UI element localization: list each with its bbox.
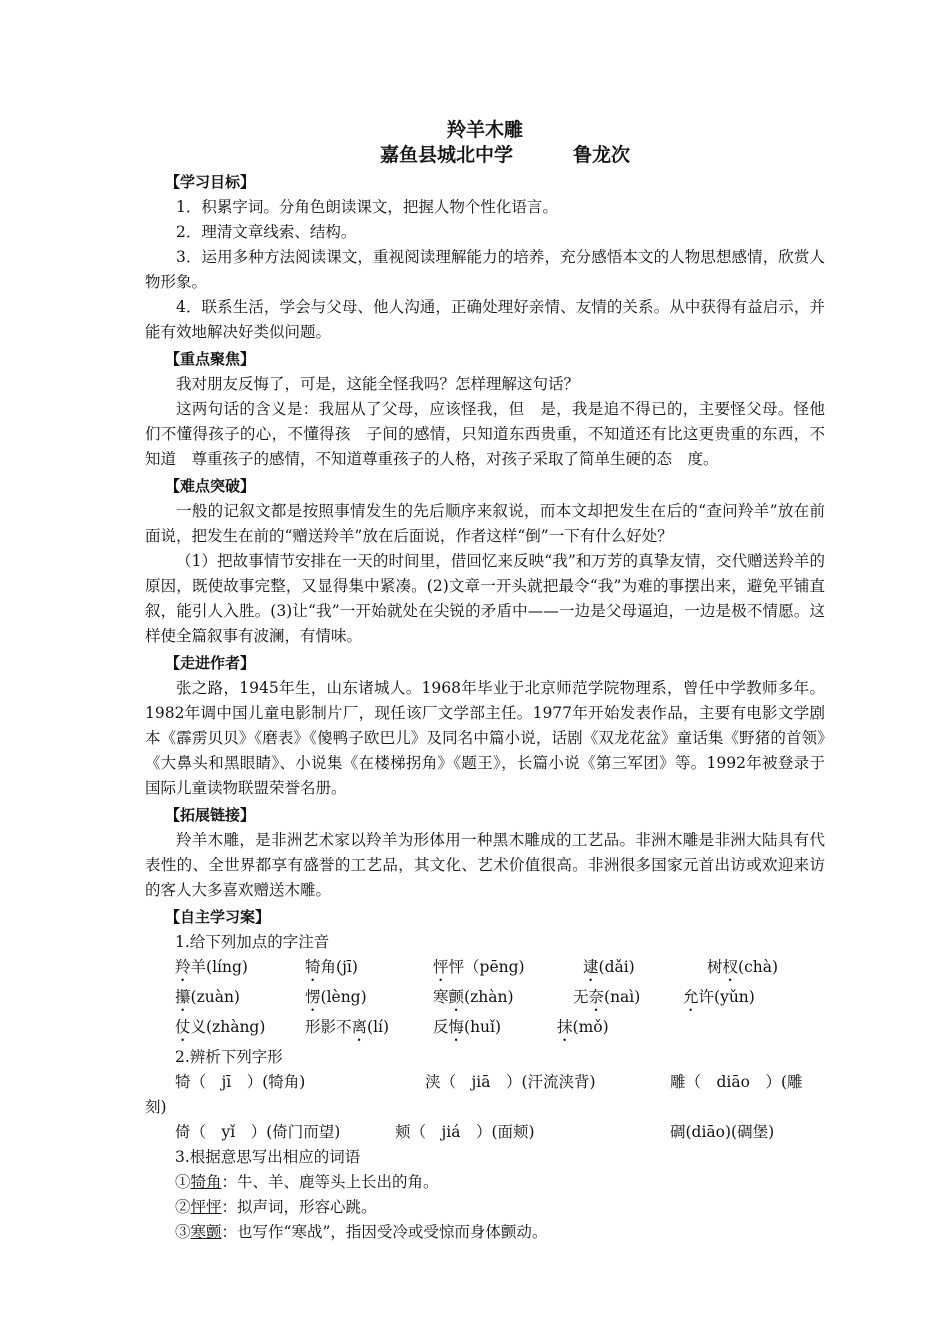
pinyin-row: 仗义(zhàng) 形影不离(lí) 反悔(huǐ) 抹(mǒ) (175, 1018, 609, 1036)
goals-heading: 【学习目标】 (165, 173, 256, 191)
focus-heading: 【重点聚焦】 (165, 350, 256, 368)
school-name: 嘉鱼县城北中学 (379, 144, 513, 166)
glyph-row (145, 1070, 825, 1095)
goal-item: 3．运用多种方法阅读课文，重视阅读理解能力的培养，充分感悟本文的人物思想感情，欣赏人物形象。 (145, 248, 825, 291)
author-heading: 【走进作者】 (165, 654, 256, 672)
glyph-wrap: 刻) (145, 1098, 167, 1116)
glyph-item: 浃（ jiā ）(汗流浃背) (425, 1073, 596, 1091)
document-page (145, 118, 825, 1245)
definition-item: ②怦怦：拟声词，形容心跳。 (175, 1198, 377, 1216)
goal-item: 4．联系生活，学会与父母、他人沟通，正确处理好亲情、友情的关系。从中获得有益启示，并能有效地解决好类似问题。 (145, 298, 825, 341)
glyph-row (145, 1120, 825, 1145)
difficulty-heading: 【难点突破】 (165, 477, 256, 495)
glyph-item: 碉(diāo)(碉堡) (670, 1123, 775, 1141)
self-study-heading: 【自主学习案】 (165, 908, 271, 926)
glyph-item: 犄（ jī ）(犄角) (175, 1073, 306, 1091)
question-1: 1.给下列加点的字注音 (175, 933, 330, 951)
document-byline (185, 142, 825, 168)
extension-heading: 【拓展链接】 (165, 806, 256, 824)
glyph-item: 雕（ diāo ）(雕 (670, 1073, 803, 1091)
definition-item: ③寒颤：也写作“寒战”，指因受冷或受惊而身体颤动。 (175, 1223, 548, 1241)
author-text: 张之路，1945年生，山东诸城人。1968年毕业于北京师范学院物理系，曾任中学教师多年。1982年调中国儿童电影制片厂，现任该厂文学部主任。1977年开始发表作品，主要有电影文学剧本《霹雳贝贝》《磨表》《傻鸭子欧巴儿》及同名中篇小说，话剧《双龙花盆》童话集《野猪的首领》《大鼻头和黑眼睛》、小说集《在楼梯拐角》《题王》，长篇小说《第三军团》等。1992年被登录于国际儿童读物联盟荣誉名册。 (145, 679, 825, 797)
glyph-item: 颊（ jiá ）(面颊) (395, 1123, 535, 1141)
document-title: 羚羊木雕 (446, 119, 523, 141)
focus-question: 我对朋友反悔了，可是，这能全怪我吗？怎样理解这句话？ (176, 375, 580, 393)
definition-item: ①犄角：牛、羊、鹿等头上长出的角。 (175, 1173, 439, 1191)
focus-answer: 这两句话的含义是：我屈从了父母，应该怪我，但 是，我是追不得已的，主要怪父母。怪他们不懂得孩子的心，不懂得孩 子间的感情，只知道东西贵重，不知道还有比这更贵重的东西，不知道 尊重孩子的感情，不知道尊重孩子的人格，对孩子采取了简单生硬的态 度。 (145, 400, 825, 468)
difficulty-answer: （1）把故事情节安排在一天的时间里，借回忆来反映“我”和万芳的真挚友情，交代赠送羚羊的原因，既使故事完整，又显得集中紧凑。(2)文章一开头就把最令“我”为难的事摆出来，避免平铺直叙，能引人入胜。(3)让“我”一开始就处在尖锐的矛盾中——一边是父母逼迫，一边是极不情愿。这样使全篇叙事有波澜，有情味。 (145, 552, 825, 645)
extension-text: 羚羊木雕，是非洲艺术家以羚羊为形体用一种黑木雕成的工艺品。非洲木雕是非洲大陆具有代表性的、全世界都享有盛誉的工艺品，其文化、艺术价值很高。非洲很多国家元首出访或欢迎来访的客人大多喜欢赠送木雕。 (145, 831, 825, 899)
pinyin-row: 羚羊(líng) 犄角(jī) 怦怦（pēng) 逮(dǎi) 树杈(chà) (175, 958, 779, 976)
goal-item: 1．积累字词。分角色朗读课文，把握人物个性化语言。 (176, 198, 558, 216)
question-2: 2.辨析下列字形 (175, 1048, 283, 1066)
goal-item: 2．理清文章线索、结构。 (176, 223, 357, 241)
author-name: 鲁龙次 (573, 144, 631, 166)
glyph-item: 倚（ yǐ ）(倚门而望) (175, 1123, 341, 1141)
pinyin-row: 攥(zuàn) 愣(lèng) 寒颤(zhàn) 无奈(naì) 允许(yǔn) (175, 988, 755, 1006)
question-3: 3.根据意思写出相应的词语 (175, 1148, 361, 1166)
difficulty-question: 一般的记叙文都是按照事情发生的先后顺序来叙说，而本文却把发生在后的“查问羚羊”放在前面说，把发生在前的“赠送羚羊”放在后面说，作者这样“倒”一下有什么好处？ (145, 502, 825, 545)
